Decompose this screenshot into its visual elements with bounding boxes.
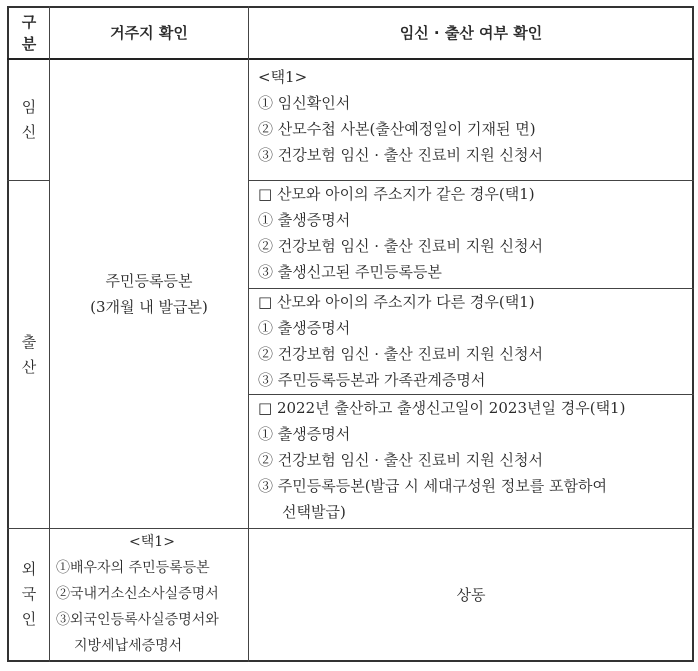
label-char: 임 bbox=[21, 98, 37, 116]
list-item: ② 건강보험 임신 · 출산 진료비 지원 신청서 bbox=[258, 345, 543, 363]
foreigner-confirm: 상동 bbox=[456, 585, 486, 604]
label-char: 외 bbox=[21, 560, 37, 578]
list-item: ① 출생증명서 bbox=[258, 211, 351, 229]
birth-case-2 bbox=[249, 287, 693, 394]
list-item: <택1> bbox=[129, 534, 175, 550]
row-label-foreigner bbox=[9, 529, 49, 660]
label-char: 출 bbox=[21, 332, 37, 351]
list-item: □ 산모와 아이의 주소지가 같은 경우(택1) bbox=[258, 185, 535, 203]
residence-line: 주민등록등본 bbox=[105, 272, 193, 290]
list-item: ③ 건강보험 임신 · 출산 진료비 지원 신청서 bbox=[258, 146, 543, 164]
header-confirm: 임신 · 출산 여부 확인 bbox=[399, 24, 543, 42]
birth-case-1 bbox=[249, 179, 693, 287]
header-category-char: 구 bbox=[21, 13, 37, 31]
list-item: ②국내거소신소사실증명서 bbox=[56, 586, 219, 602]
residence-line: (3개월 내 발급본) bbox=[90, 298, 208, 316]
list-item: ② 건강보험 임신 · 출산 진료비 지원 신청서 bbox=[258, 451, 543, 469]
label-char: 신 bbox=[21, 123, 37, 141]
list-item: ③ 주민등록등본(발급 시 세대구성원 정보를 포함하여 bbox=[258, 477, 607, 495]
list-item: ③외국인등록사실증명서와 bbox=[56, 612, 219, 628]
label-char: 국 bbox=[21, 585, 37, 603]
list-item: ③ 주민등록등본과 가족관계증명서 bbox=[258, 371, 486, 389]
residence-doc bbox=[50, 60, 248, 528]
list-item: ③ 출생신고된 주민등록등본 bbox=[258, 263, 442, 281]
header-residence: 거주지 확인 bbox=[110, 24, 188, 42]
list-item: 지방세납세증명서 bbox=[74, 638, 183, 654]
label-char: 인 bbox=[21, 610, 37, 628]
row-label-birth bbox=[9, 181, 49, 528]
list-item: ① 출생증명서 bbox=[258, 425, 351, 443]
list-item: <택1> bbox=[258, 68, 308, 86]
list-item: ① 출생증명서 bbox=[258, 319, 351, 337]
list-item: 선택발급) bbox=[282, 503, 346, 521]
header-category bbox=[9, 8, 49, 58]
label-char: 산 bbox=[21, 357, 37, 376]
list-item: ①배우자의 주민등록등본 bbox=[56, 560, 210, 576]
list-item: ② 건강보험 임신 · 출산 진료비 지원 신청서 bbox=[258, 237, 543, 255]
foreigner-residence-items bbox=[50, 529, 248, 660]
list-item: ② 산모수첩 사본(출산예정일이 기재된 면) bbox=[258, 120, 536, 138]
header-category-char: 분 bbox=[21, 35, 37, 53]
list-item: □ 산모와 아이의 주소지가 다른 경우(택1) bbox=[258, 293, 535, 311]
list-item: ① 임신확인서 bbox=[258, 94, 351, 112]
birth-case-3 bbox=[249, 393, 693, 528]
list-item: □ 2022년 출산하고 출생신고일이 2023년일 경우(택1) bbox=[258, 399, 626, 417]
row-label-pregnancy bbox=[9, 60, 49, 180]
pregnancy-items bbox=[249, 62, 693, 180]
